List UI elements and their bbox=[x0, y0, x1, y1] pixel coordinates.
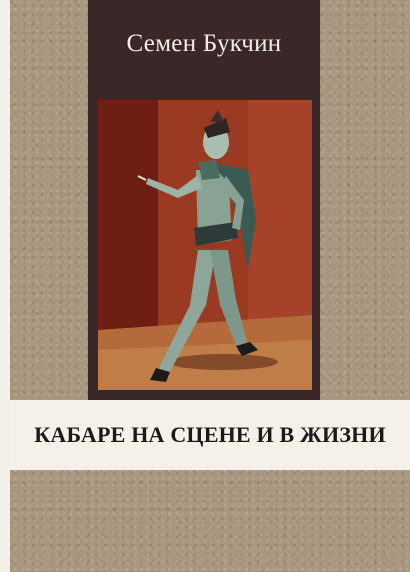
cover-painting bbox=[98, 100, 312, 390]
book-title: КАБАРЕ НА СЦЕНЕ И В ЖИЗНИ bbox=[34, 422, 386, 447]
painting-artwork bbox=[98, 100, 312, 390]
cover-left-edge bbox=[0, 0, 10, 572]
author-name: Семен Букчин bbox=[126, 30, 282, 57]
